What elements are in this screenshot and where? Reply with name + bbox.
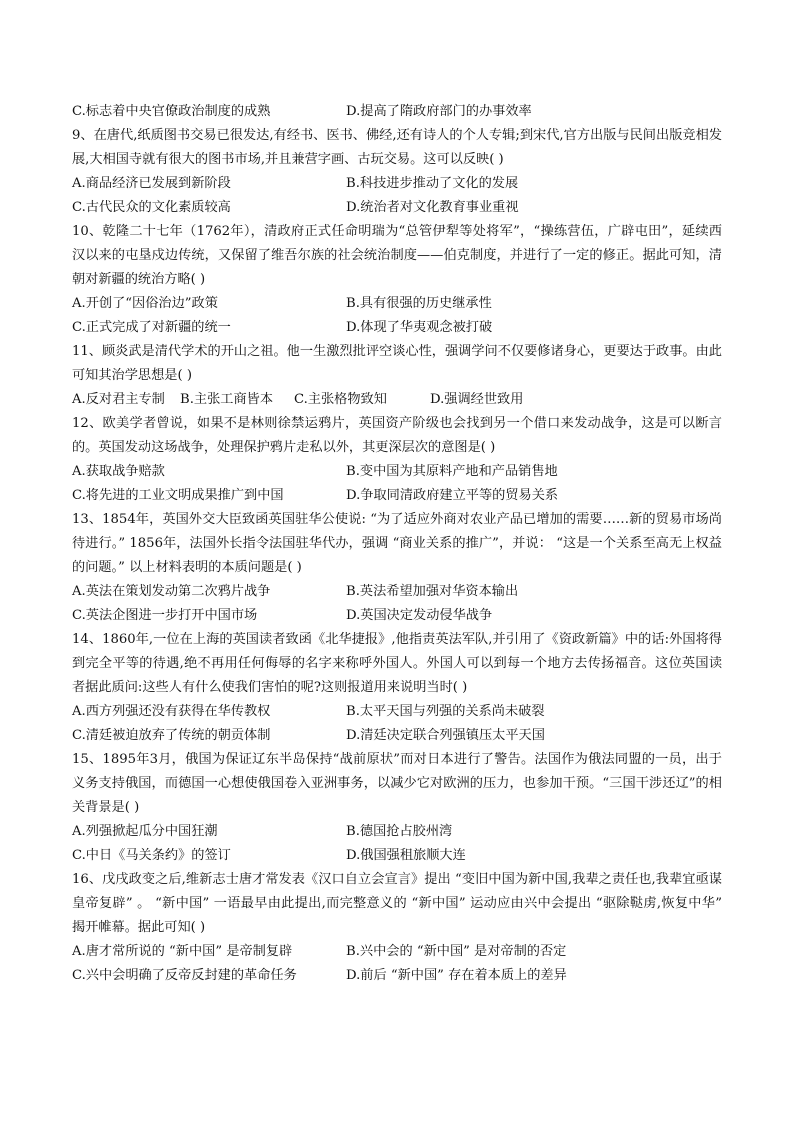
options-row (72, 580, 722, 604)
options-row (72, 724, 722, 748)
option-c[interactable]: C.兴中会明确了反帝反封建的革命任务 (72, 968, 297, 983)
option-c[interactable]: C.清廷被迫放弃了传统的朝贡体制 (72, 728, 271, 743)
option-d[interactable]: D.争取同清政府建立平等的贸易关系 (346, 488, 559, 503)
question-stem: 15、1895年3月，俄国为保证辽东半岛保持“战前原状”而对日本进行了警告。法国作为俄法同盟的一员，出于义务支持俄国，而德国一心想使俄国卷入亚洲事务，以减少它对欧洲的压力，也参加干预。“三国干涉还辽”的相关背景是( ) (72, 752, 722, 815)
options-row (72, 844, 722, 868)
option-b[interactable]: B.科技进步推动了文化的发展 (346, 176, 519, 191)
option-d[interactable]: D.强调经世致用 (430, 392, 524, 407)
option-c[interactable]: C.将先进的工业文明成果推广到中国 (72, 488, 284, 503)
question-10 (72, 220, 722, 340)
option-c[interactable]: C.英法企图进一步打开中国市场 (72, 608, 258, 623)
options-row (72, 292, 722, 316)
options-row (72, 316, 722, 340)
option-d[interactable]: D.俄国强租旅顺大连 (346, 848, 466, 863)
options-row (72, 820, 722, 844)
options-row (72, 940, 722, 964)
question-16 (72, 868, 722, 988)
option-d[interactable]: D.英国决定发动侵华战争 (346, 608, 493, 623)
question-14 (72, 628, 722, 748)
exam-page (72, 100, 722, 988)
options-row (72, 100, 722, 124)
question-stem: 12、欧美学者曾说，如果不是林则徐禁运鸦片，英国资产阶级也会找到另一个借口来发动战争，这是可以断言的。英国发动这场战争，处理保护鸦片走私以外，其更深层次的意图是( ) (72, 416, 722, 455)
options-row (72, 388, 722, 412)
options-row (72, 484, 722, 508)
question-12 (72, 412, 722, 508)
question-11 (72, 340, 722, 412)
option-a[interactable]: A.列强掀起瓜分中国狂潮 (72, 824, 218, 839)
option-b[interactable]: B.英法希望加强对华资本输出 (346, 584, 519, 599)
option-a[interactable]: A.英法在策划发动第二次鸦片战争 (72, 584, 271, 599)
options-row (72, 460, 722, 484)
options-row (72, 964, 722, 988)
options-row (72, 700, 722, 724)
option-d[interactable]: D.清廷决定联合列强镇压太平天国 (346, 728, 545, 743)
question-stem: 10、乾隆二十七年（1762年），清政府正式任命明瑞为“总管伊犁等处将军”，“操练营伍，广辟屯田”，延续西汉以来的屯垦戍边传统，又保留了维吾尔族的社会统治制度——伯克制度，并进行了一定的修正。据此可知，清朝对新疆的统治方略( ) (72, 224, 722, 287)
option-b[interactable]: B.变中国为其原料产地和产品销售地 (346, 464, 558, 479)
question-13 (72, 508, 722, 628)
option-d[interactable]: D.体现了华夷观念被打破 (346, 320, 493, 335)
option-a[interactable]: A.获取战争赔款 (72, 464, 165, 479)
option-a[interactable]: A.唐才常所说的 “新中国” 是帝制复辟 (72, 944, 293, 959)
question-15 (72, 748, 722, 868)
option-b[interactable]: B.具有很强的历史继承性 (346, 296, 492, 311)
option-b[interactable]: B.主张工商皆本 (180, 392, 274, 407)
question-stem: 14、1860年,一位在上海的英国读者致函《北华捷报》,他指责英法军队,并引用了《资政新篇》中的话:外国将得到完全平等的待遇,绝不再用任何侮辱的名字来称呼外国人。外国人可以到每一个地方去传扬福音。这位英国读者据此质问:这些人有什么使我们害怕的呢?这则报道用来说明当时( ) (72, 632, 722, 695)
option-b[interactable]: B.兴中会的 “新中国” 是对帝制的否定 (346, 944, 567, 959)
question-stem: 11、顾炎武是清代学术的开山之祖。他一生激烈批评空谈心性，强调学问不仅要修诸身心，更要达于政事。由此可知其治学思想是( ) (72, 344, 722, 383)
options-row (72, 604, 722, 628)
question-stem: 16、戊戌政变之后,维新志士唐才常发表《汉口自立会宣言》提出 “变旧中国为新中国,我辈之责任也,我辈宜亟谋皇帝复辟” 。 “新中国” 一语最早由此提出,而完整意义的 “新中国” 运动应由兴中会提出 “驱除鞑虏,恢复中华” 揭开帷幕。据此可知( ) (72, 872, 722, 935)
question-stem: 13、1854年，英国外交大臣致函英国驻华公使说: “为了适应外商对农业产品已增加的需要……新的贸易市场尚待进行。” 1856年，法国外长指令法国驻华代办，强调 “商业关系的推广”，并说： “这是一个关系至高无上权益的问题。” 以上材料表明的本质问题是( ) (72, 512, 722, 575)
options-row (72, 172, 722, 196)
option-d[interactable]: D.前后 “新中国” 存在着本质上的差异 (346, 968, 567, 983)
option-c[interactable]: C.古代民众的文化素质较高 (72, 200, 231, 215)
option-d[interactable]: D.提高了隋政府部门的办事效率 (346, 104, 532, 119)
question-9 (72, 124, 722, 220)
option-b[interactable]: B.德国抢占胶州湾 (346, 824, 453, 839)
option-c[interactable]: C.正式完成了对新疆的统一 (72, 320, 231, 335)
option-a[interactable]: A.西方列强还没有获得在华传教权 (72, 704, 271, 719)
option-b[interactable]: B.太平天国与列强的关系尚未破裂 (346, 704, 545, 719)
option-c[interactable]: C.主张格物致知 (294, 392, 387, 407)
option-c[interactable]: C.中日《马关条约》的签订 (72, 848, 231, 863)
option-d[interactable]: D.统治者对文化教育事业重视 (346, 200, 519, 215)
question-stem: 9、在唐代,纸质图书交易已很发达,有经书、医书、佛经,还有诗人的个人专辑;到宋代,官方出版与民间出版竞相发展,大相国寺就有很大的图书市场,并且兼营字画、古玩交易。这可以反映( ) (72, 128, 722, 167)
option-a[interactable]: A.商品经济已发展到新阶段 (72, 176, 231, 191)
option-a[interactable]: A.开创了“因俗治边”政策 (72, 296, 218, 311)
option-c[interactable]: C.标志着中央官僚政治制度的成熟 (72, 104, 271, 119)
option-a[interactable]: A.反对君主专制 (72, 392, 165, 407)
options-row (72, 196, 722, 220)
